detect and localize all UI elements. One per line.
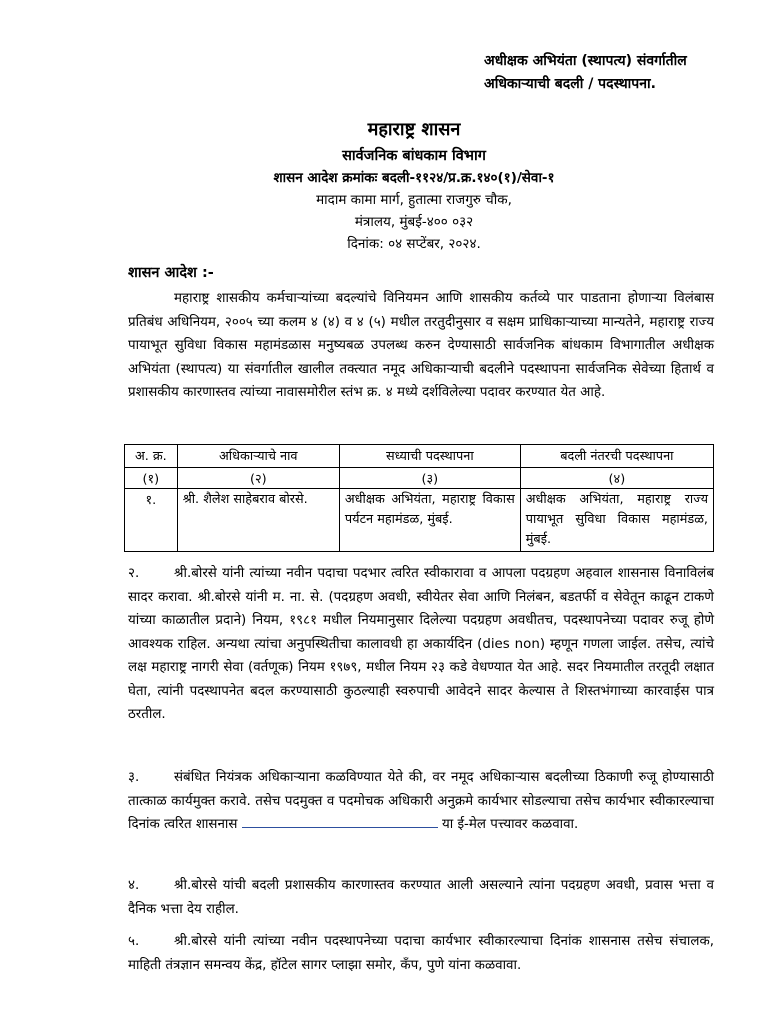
order-number: शासन आदेश क्रमांकः बदली-११२४/प्र.क्र.१४०(१)/सेवा-१	[273, 170, 555, 186]
cell-officer-name: श्री. शैलेश साहेबराव बोरसे.	[177, 489, 339, 552]
paragraph-text: श्री.बोरसे यांनी त्यांच्या नवीन पदस्थापनेच्या पदाचा कार्यभार स्वीकारल्याचा दिनांक शासनास तसेच संचालक, माहिती तंत्रज्ञान समन्वय केंद्र, हॉटेल सागर प्लाझा समोर, कँप, पुणे यांना कळवावा.	[128, 934, 714, 973]
address-line-1: मादाम कामा मार्ग, हुतात्मा राजगुरु चौक,	[316, 192, 512, 208]
table-row	[125, 489, 714, 552]
order-heading: शासन आदेश :-	[128, 265, 214, 281]
cell-sr-no: १.	[125, 489, 178, 552]
government-title: महाराष्ट्र शासन	[367, 119, 461, 140]
paragraph-4	[128, 874, 714, 921]
order-date: दिनांक: ०४ सप्टेंबर, २०२४.	[347, 236, 481, 252]
department-title: सार्वजनिक बांधकाम विभाग	[342, 148, 486, 164]
paragraph-3	[128, 766, 714, 837]
paragraph-number: ४.	[128, 878, 140, 893]
paragraph-number: ३.	[128, 770, 140, 785]
email-address-blank	[242, 815, 438, 828]
header-sr-no: अ. क्र.	[125, 445, 178, 468]
column-number: (२)	[177, 468, 339, 489]
paragraph-number: २.	[128, 566, 140, 581]
subject-line-2: अधिकाऱ्याची बदली / पदस्थापना.	[484, 76, 656, 92]
cell-current-posting: अधीक्षक अभियंता, महाराष्ट्र विकास पर्यटन महामंडळ, मुंबई.	[339, 489, 520, 552]
paragraph-5	[128, 930, 714, 977]
column-number-row	[125, 468, 714, 489]
paragraph-text: श्री.बोरसे यांची बदली प्रशासकीय कारणास्तव करण्यात आली असल्याने त्यांना पदग्रहण अवधी, प्रवास भत्ता व दैनिक भत्ता देय राहील.	[128, 878, 714, 917]
paragraph-text: श्री.बोरसे यांनी त्यांच्या नवीन पदाचा पदभार त्वरित स्वीकारावा व आपला पदग्रहण अहवाल शासनास विनाविलंब सादर करावा. श्री.बोरसे यांनी म. ना. से. (पदग्रहण अवधी, स्वीयेतर सेवा आणि निलंबन, बडतर्फी व सेवेतून काढून टाकणे यांच्या काळातील प्रदाने) नियम, १९८१ मधील नियमानुसार दिलेल्या पदग्रहण अवधीतच, पदस्थापनेच्या पदावर रुजू होणे आवश्यक राहिल. अन्यथा त्यांचा अनुपस्थितीचा कालावधी हा अकार्यदिन (dies non) म्हणून गणला जाईल. तसेच, त्यांचे लक्ष महाराष्ट्र नागरी सेवा (वर्तणूक) नियम १९७९, मधील नियम २३ कडे वेधण्यात येत आहे. सदर नियमातील तरतूदी लक्षात घेता, त्यांनी पदस्थापनेत बदल करण्यासाठी कुठल्याही स्वरुपाची आवेदने सादर केल्यास ते शिस्तभंगाच्या कारवाईस पात्र ठरतील.	[128, 566, 714, 722]
header-current-posting: सध्याची पदस्थापना	[339, 445, 520, 468]
cell-new-posting: अधीक्षक अभियंता, महाराष्ट्र राज्य पायाभूत सुविधा विकास महामंडळ, मुंबई.	[520, 489, 713, 552]
table-header-row	[125, 445, 714, 468]
header-officer-name: अधिकाऱ्याचे नाव	[177, 445, 339, 468]
column-number: (३)	[339, 468, 520, 489]
address-line-2: मंत्रालय, मुंबई-४०० ०३२	[354, 214, 474, 230]
column-number: (४)	[520, 468, 713, 489]
paragraph-text-continued: या ई-मेल पत्त्यावर कळवावा.	[441, 817, 579, 832]
paragraph-number: ५.	[128, 934, 140, 949]
paragraph-2	[128, 562, 714, 727]
subject-line-1: अधीक्षक अभियंता (स्थापत्य) संवर्गातील	[484, 53, 687, 69]
subject-block	[484, 50, 687, 96]
header-new-posting: बदली नंतरची पदस्थापना	[520, 445, 713, 468]
column-number: (१)	[125, 468, 178, 489]
paragraph-text: संबंधित नियंत्रक अधिकाऱ्याना कळविण्यात येते की, वर नमूद अधिकाऱ्यास बदलीच्या ठिकाणी रुजू होण्यासाठी तात्काळ कार्यमुक्त करावे. तसेच पदमुक्त व पदमोचक अधिकारी अनुक्रमे कार्यभार सोडल्याचा तसेच कार्यभार स्वीकारल्याचा दिनांक त्वरित शासनास	[128, 770, 714, 832]
transfer-table	[124, 444, 714, 552]
paragraph-1: महाराष्ट्र शासकीय कर्मचाऱ्यांच्या बदल्यांचे विनियमन आणि शासकीय कर्तव्ये पार पाडताना होणाऱ्या विलंबास प्रतिबंध अधिनियम, २००५ च्या कलम ४ (४) व ४ (५) मधील तरतुदीनुसार व सक्षम प्राधिकाऱ्याच्या मान्यतेने, महाराष्ट्र राज्य पायाभूत सुविधा विकास महामंडळास मनुष्यबळ उपलब्ध करुन देण्यासाठी सार्वजनिक बांधकाम विभागातील अधीक्षक अभियंता (स्थापत्य) या संवर्गातील खालील तक्त्यात नमूद अधिकाऱ्याची बदलीने पदस्थापना सार्वजनिक सेवेच्या हितार्थ व प्रशासकीय कारणास्तव त्यांच्या नावासमोरील स्तंभ क्र. ४ मध्ये दर्शविलेल्या पदावर करण्यात येत आहे.	[128, 291, 714, 400]
